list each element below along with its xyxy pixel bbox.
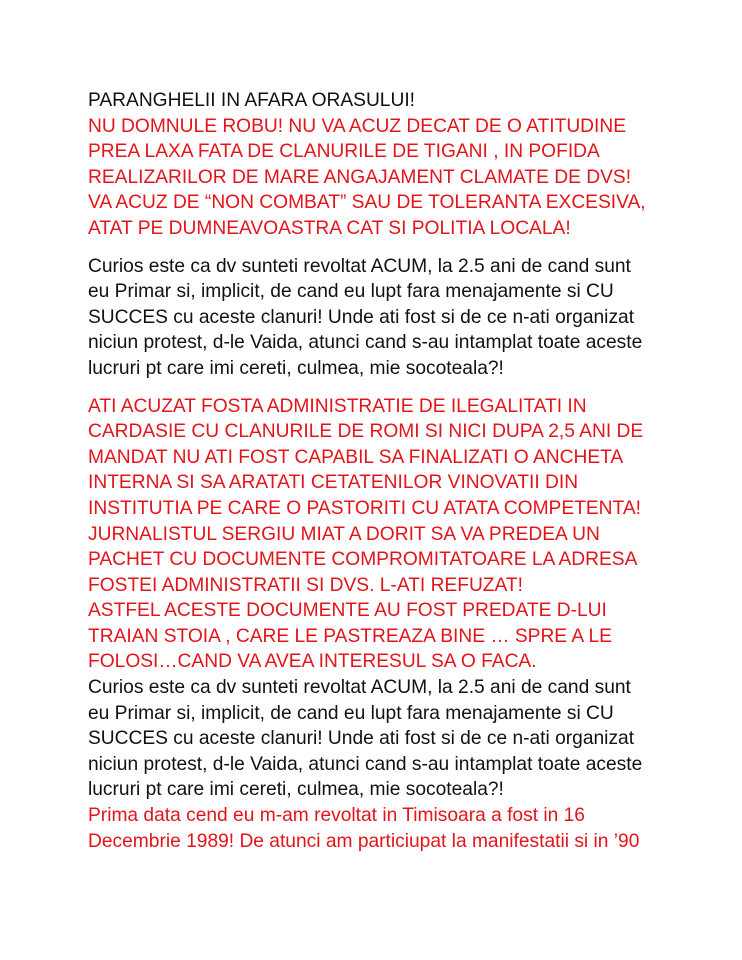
title-line: PARANGHELII IN AFARA ORASULUI! — [88, 90, 415, 111]
paragraph-line: TRAIAN STOIA , CARE LE PASTREAZA BINE … SPRE A LE — [88, 625, 612, 647]
paragraph-line: SUCCES cu aceste clanuri! Unde ati fost si de ce n-ati organizat — [88, 728, 635, 750]
paragraph-line: ASTFEL ACESTE DOCUMENTE AU FOST PREDATE D-LUI — [88, 600, 607, 622]
paragraph-line: ATAT PE DUMNEAVOASTRA CAT SI POLITIA LOCALA! — [88, 217, 571, 239]
paragraph-line: CARDASIE CU CLANURILE DE ROMI SI NICI DUPA 2,5 ANI DE — [88, 421, 644, 443]
paragraph-line: Curios este ca dv sunteti revoltat ACUM, la 2.5 ani de cand sunt — [88, 255, 631, 277]
paragraph-line: lucruri pt care imi cereti, culmea, mie socoteala?! — [88, 779, 504, 801]
paragraph-line: niciun protest, d-le Vaida, atunci cand s-au intamplat toate aceste — [88, 332, 643, 354]
paragraph-line: Curios este ca dv sunteti revoltat ACUM, la 2.5 ani de cand sunt — [88, 677, 631, 699]
paragraph-line: Decembrie 1989! De atunci am particiupat la manifestatii si in ’90 — [88, 830, 640, 852]
paragraph-line: REALIZARILOR DE MARE ANGAJAMENT CLAMATE DE DVS! — [88, 166, 632, 188]
paragraph-line: eu Primar si, implicit, de cand eu lupt fara menajamente si CU — [88, 281, 614, 303]
paragraph-line: FOSTEI ADMINISTRATII SI DVS. L-ATI REFUZAT! — [88, 574, 523, 596]
paragraph-line: eu Primar si, implicit, de cand eu lupt fara menajamente si CU — [88, 702, 614, 724]
paragraph-accusation — [88, 114, 708, 242]
paragraph-line: MANDAT NU ATI FOST CAPABIL SA FINALIZATI O ANCHETA — [88, 446, 624, 468]
paragraph-line: INTERNA SI SA ARATATI CETATENILOR VINOVATII DIN — [88, 472, 579, 494]
paragraph-line: NU DOMNULE ROBU! NU VA ACUZ DECAT DE O ATITUDINE — [88, 115, 627, 137]
paragraph-line: lucruri pt care imi cereti, culmea, mie socoteala?! — [88, 357, 504, 379]
paragraph-reply-1 — [88, 254, 708, 382]
paragraph-administration — [88, 394, 708, 676]
paragraph-line: JURNALISTUL SERGIU MIAT A DORIT SA VA PREDEA UN — [88, 523, 600, 545]
paragraph-line: niciun protest, d-le Vaida, atunci cand s-au intamplat toate aceste — [88, 753, 643, 775]
document-title — [88, 88, 708, 114]
paragraph-line: ATI ACUZAT FOSTA ADMINISTRATIE DE ILEGALITATI IN — [88, 395, 587, 417]
paragraph-line: INSTITUTIA PE CARE O PASTORITI CU ATATA COMPETENTA! — [88, 497, 641, 519]
document-page — [88, 88, 708, 854]
paragraph-line: SUCCES cu aceste clanuri! Unde ati fost si de ce n-ati organizat — [88, 306, 635, 328]
paragraph-line: PACHET CU DOCUMENTE COMPROMITATOARE LA ADRESA — [88, 549, 638, 571]
paragraph-line: PREA LAXA FATA DE CLANURILE DE TIGANI , IN POFIDA — [88, 141, 600, 163]
paragraph-line: VA ACUZ DE “NON COMBAT” SAU DE TOLERANTA EXCESIVA, — [88, 192, 646, 214]
paragraph-line: FOLOSI…CAND VA AVEA INTERESUL SA O FACA. — [88, 651, 537, 673]
paragraph-reply-2 — [88, 675, 708, 803]
paragraph-timisoara — [88, 803, 708, 854]
paragraph-line: Prima data cend eu m-am revoltat in Timisoara a fost in 16 — [88, 805, 585, 827]
